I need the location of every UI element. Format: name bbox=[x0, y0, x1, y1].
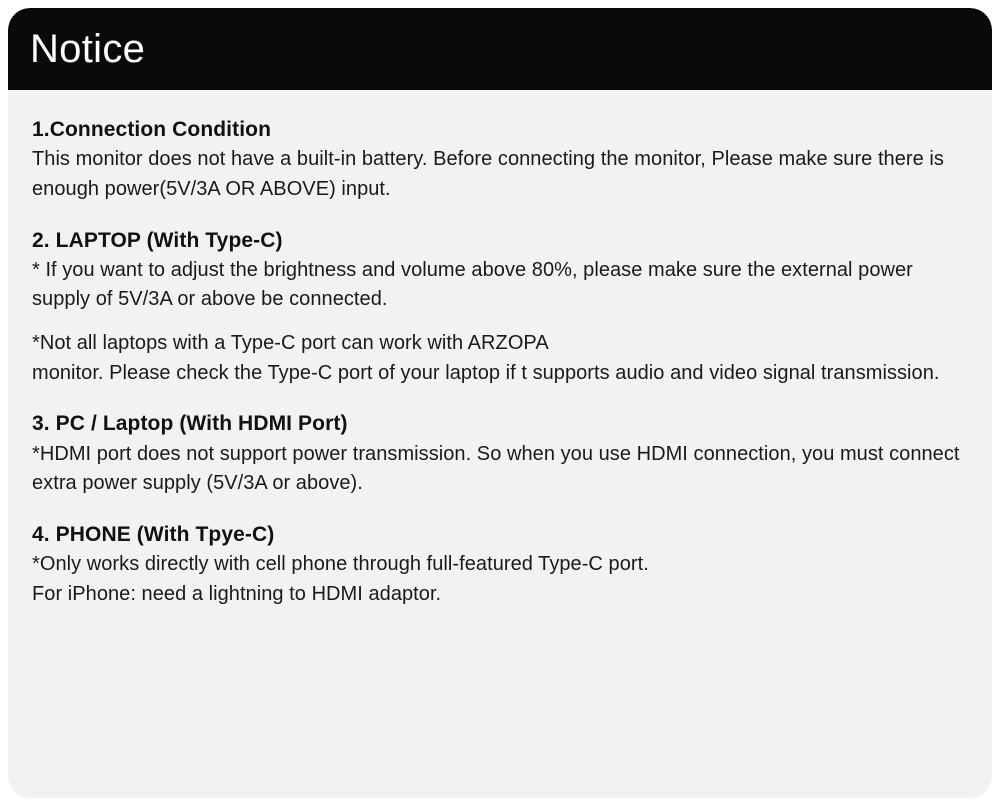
page-title: Notice bbox=[30, 27, 146, 71]
section-paragraph: *Only works directly with cell phone through full-featured Type-C port. bbox=[32, 553, 649, 576]
section-paragraph: * If you want to adjust the brightness and volume above 80%, please make sure the external power supply of 5V/3A or above be connected. bbox=[32, 258, 913, 311]
paragraph-spacer bbox=[32, 315, 968, 329]
section-paragraph: monitor. Please check the Type-C port of your laptop if t supports audio and video signal transmission. bbox=[32, 361, 940, 384]
section-heading: 2. LAPTOP (With Type-C) bbox=[32, 228, 283, 252]
notice-header bbox=[8, 8, 992, 90]
section-phone-typec bbox=[32, 521, 968, 610]
section-paragraph: *Not all laptops with a Type-C port can work with ARZOPA bbox=[32, 332, 549, 355]
section-paragraph: This monitor does not have a built-in battery. Before connecting the monitor, Please make sure there is enough power(5V/3A OR ABOVE) input. bbox=[32, 148, 944, 200]
section-connection-condition bbox=[32, 116, 968, 205]
section-laptop-typec bbox=[32, 227, 968, 389]
section-heading: 3. PC / Laptop (With HDMI Port) bbox=[32, 412, 348, 436]
section-pc-hdmi bbox=[32, 410, 968, 499]
section-heading: 1.Connection Condition bbox=[32, 118, 272, 141]
notice-card bbox=[8, 8, 992, 798]
notice-body bbox=[8, 90, 992, 609]
section-paragraph: *HDMI port does not support power transmission. So when you use HDMI connection, you must connect extra power supply (5V/3A or above). bbox=[32, 442, 960, 495]
section-paragraph: For iPhone: need a lightning to HDMI adaptor. bbox=[32, 582, 442, 605]
section-heading: 4. PHONE (With Tpye-C) bbox=[32, 522, 275, 546]
